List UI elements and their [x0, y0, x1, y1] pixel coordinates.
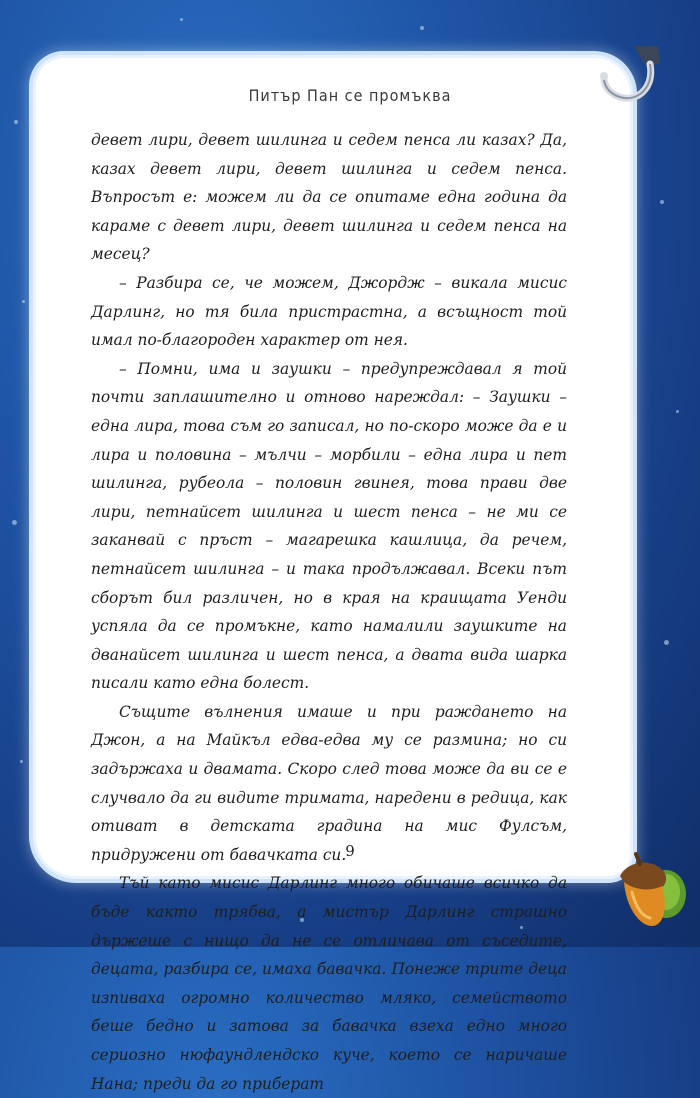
running-head: Питър Пан се промъква: [248, 86, 452, 105]
text-body: [91, 126, 567, 1098]
hook-icon: [594, 42, 666, 112]
acorn-icon: [606, 842, 688, 934]
page-number: 9: [345, 842, 355, 860]
paragraph: девет лири, девет шилинга и седем пенса ли казах? Да, казах девет лири, девет шилинга и седем пенса. Въпросът е: можем ли да се опитаме една година да караме с девет лири, девет шилинга и седем пенса на месец?: [91, 131, 567, 264]
paragraph: – Помни, има и заушки – предупреждавал я той почти заплашително и отново нареждал: – Заушки – една лира, това съм го записал, но по-скоро може да е и лира и половина – мълчи – морбили – една лира и пет шилинга, рубеола – половин гвинея, това прави две лири, петнайсет шилинга и шест пенса – не ми се заканвай с пръст – магарешка кашлица, да речем, петнайсет шилинга – и така продължавал. Всеки път сборът бил различен, но в края на краищата Уенди успяла да се промъкне, като намалили заушките на дванайсет шилинга и шест пенса, а двата вида шарка писали като една болест.: [91, 359, 567, 693]
paragraph: Същите вълнения имаше и при раждането на Джон, а на Майкъл едва-едва му се размина; но си задържаха и двамата. Скоро след това може да ви се е случвало да ги видите тримата, наредени в редица, как отиват в детската градина на мис Фулсъм, придружени от бавачката си.: [91, 702, 567, 864]
paragraph: Тъй като мисис Дарлинг много обичаше всичко да бъде както трябва, а мистър Дарлинг страшно държеше с нищо да не се отличава от съседите, децата, разбира се, имаха бавачка. Понеже трите деца изпиваха огромно количество мляко, семейството беше бедно и затова за бавачка взеха едно много сериозно нюфаундлендско куче, което се наричаше Нана; преди да го приберат: [91, 874, 567, 1093]
paragraph: – Разбира се, че можем, Джордж – викала мисис Дарлинг, но тя била пристрастна, а всъщност той имал по-благороден характер от нея.: [91, 273, 567, 350]
